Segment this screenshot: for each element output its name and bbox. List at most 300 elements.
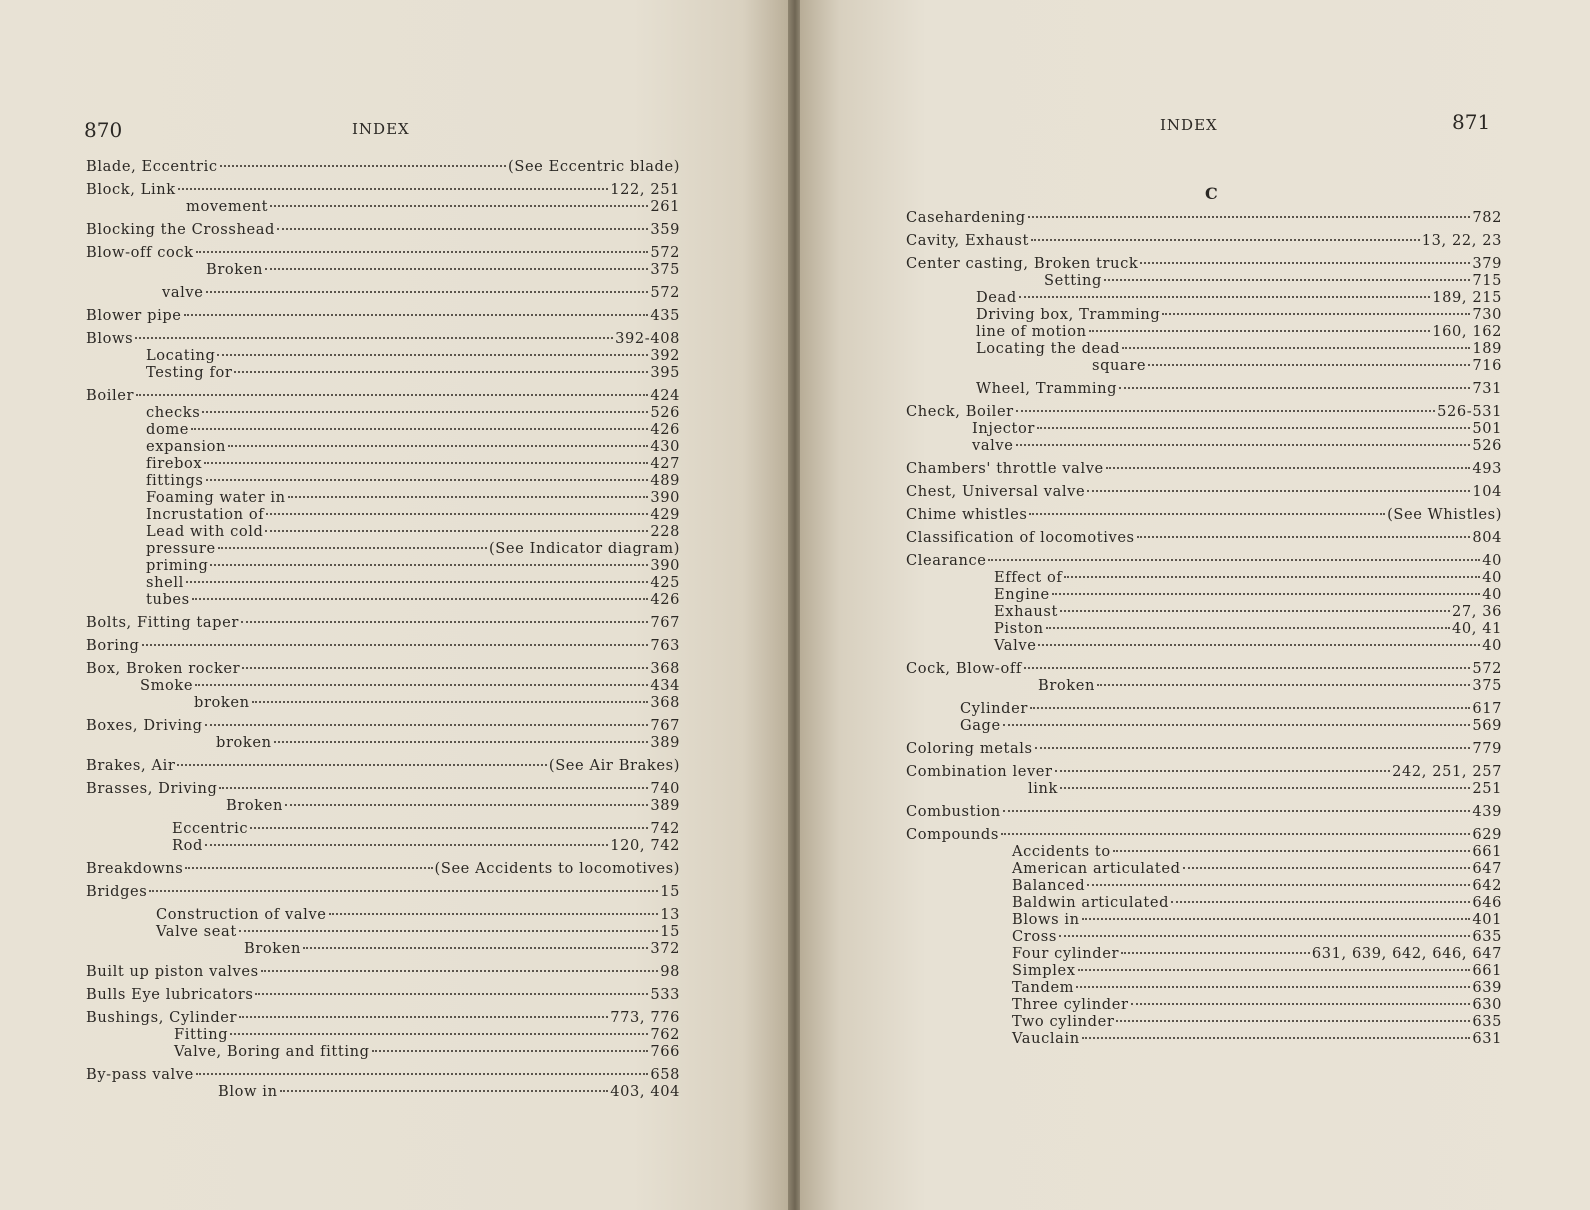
- dot-leader: [135, 337, 613, 339]
- dot-leader: [270, 205, 648, 207]
- index-entry: [86, 365, 680, 382]
- index-entry: [86, 199, 680, 216]
- dot-leader: [288, 496, 649, 498]
- index-entry: [86, 758, 680, 775]
- index-entry: [906, 621, 1502, 638]
- entry-term: valve: [162, 284, 204, 301]
- entry-page-ref: (See Eccentric blade): [508, 158, 680, 175]
- entry-page-ref: (See Whistles): [1387, 506, 1502, 523]
- entry-term: Setting: [1044, 272, 1102, 289]
- dot-leader: [1121, 952, 1310, 954]
- index-entry: [86, 262, 680, 279]
- running-header: INDEX: [1160, 116, 1218, 134]
- dot-leader: [1046, 627, 1450, 629]
- entry-page-ref: 401: [1472, 911, 1502, 928]
- entry-page-ref: 572: [650, 244, 680, 261]
- entry-term: Dead: [976, 289, 1017, 306]
- index-entry: [86, 678, 680, 695]
- entry-page-ref: 742: [650, 820, 680, 837]
- entry-term: Bolts, Fitting taper: [86, 614, 239, 631]
- dot-leader: [1122, 347, 1470, 349]
- entry-term: Casehardening: [906, 209, 1026, 226]
- dot-leader: [206, 291, 649, 293]
- entry-term: Rod: [172, 837, 203, 854]
- dot-leader: [196, 1073, 648, 1075]
- entry-term: Incrustation of: [146, 506, 265, 523]
- entry-page-ref: 526-531: [1437, 403, 1502, 420]
- page-number: 871: [1452, 110, 1491, 134]
- index-entry: [906, 963, 1502, 980]
- entry-page-ref: 715: [1472, 272, 1502, 289]
- entry-page-ref: 40: [1482, 586, 1502, 603]
- index-entry: [906, 827, 1502, 844]
- entry-term: Simplex: [1012, 962, 1076, 979]
- entry-page-ref: 429: [650, 506, 680, 523]
- entry-page-ref: 120, 742: [610, 837, 680, 854]
- entry-page-ref: 242, 251, 257: [1392, 763, 1502, 780]
- entry-term: dome: [146, 421, 190, 438]
- dot-leader: [1106, 467, 1471, 469]
- entry-page-ref: 629: [1472, 826, 1502, 843]
- entry-page-ref: 647: [1472, 860, 1502, 877]
- index-entry: [86, 439, 680, 456]
- entry-term: Blocking the Crosshead: [86, 221, 275, 238]
- dot-leader: [210, 564, 648, 566]
- dot-leader: [186, 581, 648, 583]
- dot-leader: [1003, 724, 1471, 726]
- entry-page-ref: 489: [650, 472, 680, 489]
- index-entry: [906, 358, 1502, 375]
- index-entry: [86, 1084, 680, 1101]
- index-entry: [86, 308, 680, 325]
- entry-page-ref: (See Indicator diagram): [489, 540, 680, 557]
- entry-term: Combination lever: [906, 763, 1053, 780]
- dot-leader: [1037, 427, 1470, 429]
- index-entry: [86, 285, 680, 302]
- index-entry: [906, 861, 1502, 878]
- index-entry: [86, 987, 680, 1004]
- index-entry: [906, 946, 1502, 963]
- dot-leader: [1171, 901, 1470, 903]
- entry-page-ref: 392: [650, 347, 680, 364]
- index-entry: [906, 324, 1502, 341]
- index-entry: [906, 661, 1502, 678]
- entry-page-ref: 631, 639, 642, 646, 647: [1311, 945, 1502, 962]
- index-entry: [906, 741, 1502, 758]
- index-entry: [906, 530, 1502, 547]
- index-entry: [86, 182, 680, 199]
- entry-term: Driving box, Tramming: [976, 306, 1161, 323]
- dot-leader: [192, 598, 649, 600]
- entry-page-ref: 646: [1472, 894, 1502, 911]
- entry-term: Blower pipe: [86, 307, 182, 324]
- entry-term: Coloring metals: [906, 740, 1033, 757]
- entry-term: pressure: [146, 540, 216, 557]
- entry-page-ref: 122, 251: [610, 181, 680, 198]
- index-entry: [906, 307, 1502, 324]
- index-entry: [906, 718, 1502, 735]
- entry-term: Check, Boiler: [906, 403, 1014, 420]
- entry-term: Combustion: [906, 803, 1001, 820]
- entry-term: Boring: [86, 637, 140, 654]
- dot-leader: [1052, 593, 1481, 595]
- entry-term: Balanced: [1012, 877, 1086, 894]
- entry-page-ref: 630: [1472, 996, 1502, 1013]
- entry-term: Fitting: [174, 1026, 229, 1043]
- dot-leader: [1148, 364, 1470, 366]
- entry-term: Box, Broken rocker: [86, 660, 241, 677]
- entry-term: shell: [146, 574, 184, 591]
- entry-term: Compounds: [906, 826, 999, 843]
- dot-leader: [239, 1016, 608, 1018]
- entry-term: line of motion: [976, 323, 1087, 340]
- dot-leader: [1082, 1037, 1471, 1039]
- index-entry: [906, 233, 1502, 250]
- entry-page-ref: 390: [650, 489, 680, 506]
- dot-leader: [250, 827, 648, 829]
- entry-term: Cylinder: [960, 700, 1028, 717]
- dot-leader: [261, 970, 659, 972]
- dot-leader: [1097, 684, 1470, 686]
- index-entry: [906, 570, 1502, 587]
- dot-leader: [142, 644, 649, 646]
- entry-term: Valve seat: [156, 923, 237, 940]
- entry-term: Three cylinder: [1012, 996, 1129, 1013]
- dot-leader: [1131, 1003, 1471, 1005]
- dot-leader: [1119, 387, 1470, 389]
- entry-page-ref: 526: [1472, 437, 1502, 454]
- index-entry: [86, 798, 680, 815]
- entry-term: broken: [194, 694, 250, 711]
- entry-term: Baldwin articulated: [1012, 894, 1170, 911]
- entry-term: Exhaust: [994, 603, 1058, 620]
- entry-page-ref: 642: [1472, 877, 1502, 894]
- index-entry: [86, 388, 680, 405]
- index-entry: [906, 804, 1502, 821]
- entry-term: Eccentric: [172, 820, 249, 837]
- index-entry: [86, 473, 680, 490]
- entry-page-ref: 390: [650, 557, 680, 574]
- entry-page-ref: 635: [1472, 1013, 1502, 1030]
- dot-leader: [1019, 296, 1430, 298]
- entry-page-ref: 731: [1472, 380, 1502, 397]
- entry-page-ref: 359: [650, 221, 680, 238]
- index-entry: [906, 997, 1502, 1014]
- entry-page-ref: 392-408: [615, 330, 680, 347]
- dot-leader: [177, 764, 546, 766]
- entry-term: Broken: [206, 261, 263, 278]
- entry-page-ref: 40, 41: [1451, 620, 1502, 637]
- index-entry: [86, 422, 680, 439]
- entry-term: Blade, Eccentric: [86, 158, 218, 175]
- index-entry: [86, 592, 680, 609]
- entry-term: Broken: [1038, 677, 1095, 694]
- entry-page-ref: 773, 776: [610, 1009, 680, 1026]
- entry-page-ref: 658: [650, 1066, 680, 1083]
- index-entry: [86, 490, 680, 507]
- dot-leader: [303, 947, 648, 949]
- dot-leader: [1024, 667, 1471, 669]
- dot-leader: [1116, 1020, 1470, 1022]
- index-entry: [86, 695, 680, 712]
- index-entry: [86, 884, 680, 901]
- entry-term: Wheel, Tramming: [976, 380, 1118, 397]
- index-entry: [86, 615, 680, 632]
- dot-leader: [1082, 918, 1471, 920]
- dot-leader: [205, 724, 649, 726]
- entry-term: tubes: [146, 591, 190, 608]
- page-number: 870: [84, 118, 123, 142]
- entry-page-ref: (See Accidents to locomotives): [434, 860, 680, 877]
- dot-leader: [1028, 216, 1471, 218]
- entry-term: Blows in: [1012, 911, 1080, 928]
- entry-page-ref: 763: [650, 637, 680, 654]
- index-entry: [86, 541, 680, 558]
- entry-page-ref: 435: [650, 307, 680, 324]
- entry-page-ref: 403, 404: [610, 1083, 680, 1100]
- entry-term: Valve: [994, 637, 1037, 654]
- index-entry: [906, 781, 1502, 798]
- index-entry: [86, 838, 680, 855]
- index-entry: [906, 461, 1502, 478]
- dot-leader: [274, 741, 649, 743]
- dot-leader: [228, 445, 648, 447]
- entry-term: checks: [146, 404, 201, 421]
- entry-page-ref: 13, 22, 23: [1421, 232, 1502, 249]
- dot-leader: [205, 844, 608, 846]
- index-entry: [86, 456, 680, 473]
- entry-term: valve: [972, 437, 1014, 454]
- dot-leader: [1003, 810, 1471, 812]
- entry-page-ref: 493: [1472, 460, 1502, 477]
- index-entry: [86, 524, 680, 541]
- entry-term: Chime whistles: [906, 506, 1028, 523]
- index-entry: [86, 821, 680, 838]
- dot-leader: [1030, 707, 1470, 709]
- entry-page-ref: 228: [650, 523, 680, 540]
- index-entry: [86, 907, 680, 924]
- entry-page-ref: 98: [660, 963, 680, 980]
- entry-page-ref: 189: [1472, 340, 1502, 357]
- index-entry: [906, 1031, 1502, 1048]
- entry-page-ref: 533: [650, 986, 680, 1003]
- dot-leader: [277, 228, 648, 230]
- dot-leader: [1104, 279, 1470, 281]
- index-entry: [906, 484, 1502, 501]
- entry-page-ref: 368: [650, 660, 680, 677]
- index-entry: [86, 575, 680, 592]
- entry-term: Block, Link: [86, 181, 176, 198]
- entry-term: Locating: [146, 347, 216, 364]
- index-entry: [906, 273, 1502, 290]
- entry-term: By-pass valve: [86, 1066, 194, 1083]
- entry-page-ref: 261: [650, 198, 680, 215]
- dot-leader: [265, 268, 648, 270]
- index-entry: [906, 507, 1502, 524]
- dot-leader: [1038, 644, 1480, 646]
- index-entry: [86, 638, 680, 655]
- dot-leader: [266, 513, 648, 515]
- index-entry: [906, 553, 1502, 570]
- entry-term: Tandem: [1012, 979, 1075, 996]
- index-list: [906, 210, 1502, 1048]
- entry-page-ref: 740: [650, 780, 680, 797]
- dot-leader: [1059, 935, 1470, 937]
- entry-term: Valve, Boring and fitting: [174, 1043, 370, 1060]
- index-entry: [906, 341, 1502, 358]
- entry-term: Injector: [972, 420, 1035, 437]
- left-page: [0, 0, 790, 1210]
- entry-page-ref: 27, 36: [1451, 603, 1502, 620]
- entry-term: square: [1092, 357, 1147, 374]
- entry-page-ref: 395: [650, 364, 680, 381]
- entry-term: Broken: [226, 797, 283, 814]
- entry-term: Two cylinder: [1012, 1013, 1115, 1030]
- index-entry: [86, 781, 680, 798]
- dot-leader: [206, 479, 649, 481]
- entry-term: Clearance: [906, 552, 987, 569]
- index-entry: [906, 980, 1502, 997]
- dot-leader: [191, 428, 648, 430]
- entry-term: Cross: [1012, 928, 1057, 945]
- dot-leader: [241, 621, 648, 623]
- index-entry: [906, 1014, 1502, 1031]
- section-letter: C: [1205, 184, 1218, 203]
- dot-leader: [239, 930, 658, 932]
- dot-leader: [1064, 576, 1480, 578]
- dot-leader: [1016, 444, 1471, 446]
- entry-page-ref: 501: [1472, 420, 1502, 437]
- dot-leader: [136, 394, 648, 396]
- dot-leader: [202, 411, 648, 413]
- index-entry: [86, 1027, 680, 1044]
- entry-page-ref: 804: [1472, 529, 1502, 546]
- entry-term: Bulls Eye lubricators: [86, 986, 254, 1003]
- entry-page-ref: 569: [1472, 717, 1502, 734]
- entry-page-ref: 631: [1472, 1030, 1502, 1047]
- dot-leader: [1060, 787, 1470, 789]
- dot-leader: [1016, 410, 1435, 412]
- entry-term: Broken: [244, 940, 301, 957]
- index-entry: [86, 558, 680, 575]
- index-entry: [906, 421, 1502, 438]
- dot-leader: [329, 913, 659, 915]
- index-entry: [86, 1044, 680, 1061]
- entry-page-ref: 639: [1472, 979, 1502, 996]
- entry-term: Boiler: [86, 387, 135, 404]
- entry-term: Piston: [994, 620, 1044, 637]
- index-entry: [906, 895, 1502, 912]
- dot-leader: [255, 993, 648, 995]
- dot-leader: [1029, 513, 1385, 515]
- entry-term: Vauclain: [1012, 1030, 1080, 1047]
- entry-page-ref: 189, 215: [1432, 289, 1502, 306]
- entry-term: broken: [216, 734, 272, 751]
- dot-leader: [1087, 490, 1470, 492]
- dot-leader: [196, 251, 649, 253]
- index-entry: [86, 861, 680, 878]
- entry-term: Blows: [86, 330, 134, 347]
- index-entry: [906, 912, 1502, 929]
- dot-leader: [1078, 969, 1471, 971]
- index-entry: [86, 718, 680, 735]
- entry-term: Classification of locomotives: [906, 529, 1135, 546]
- entry-page-ref: 767: [650, 614, 680, 631]
- index-list: [86, 159, 680, 1101]
- dot-leader: [218, 547, 487, 549]
- index-entry: [86, 941, 680, 958]
- index-entry: [86, 222, 680, 239]
- index-entry: [906, 878, 1502, 895]
- entry-page-ref: 716: [1472, 357, 1502, 374]
- entry-page-ref: 762: [650, 1026, 680, 1043]
- entry-term: Gage: [960, 717, 1001, 734]
- dot-leader: [219, 787, 648, 789]
- entry-page-ref: 426: [650, 591, 680, 608]
- entry-term: Construction of valve: [156, 906, 327, 923]
- entry-term: Cavity, Exhaust: [906, 232, 1029, 249]
- entry-page-ref: 434: [650, 677, 680, 694]
- index-entry: [86, 1067, 680, 1084]
- index-entry: [86, 159, 680, 176]
- dot-leader: [195, 684, 648, 686]
- entry-term: fittings: [146, 472, 204, 489]
- index-entry: [86, 1010, 680, 1027]
- entry-page-ref: (See Air Brakes): [548, 757, 680, 774]
- entry-term: Built up piston valves: [86, 963, 259, 980]
- entry-page-ref: 526: [650, 404, 680, 421]
- entry-term: Chambers' throttle valve: [906, 460, 1104, 477]
- index-entry: [906, 678, 1502, 695]
- entry-page-ref: 779: [1472, 740, 1502, 757]
- entry-page-ref: 427: [650, 455, 680, 472]
- index-entry: [906, 929, 1502, 946]
- dot-leader: [185, 867, 432, 869]
- index-entry: [86, 245, 680, 262]
- dot-leader: [372, 1050, 649, 1052]
- entry-term: movement: [186, 198, 269, 215]
- entry-page-ref: 368: [650, 694, 680, 711]
- dot-leader: [1055, 770, 1390, 772]
- dot-leader: [234, 371, 648, 373]
- entry-term: Smoke: [140, 677, 194, 694]
- index-entry: [86, 348, 680, 365]
- dot-leader: [220, 165, 506, 167]
- dot-leader: [1076, 986, 1470, 988]
- index-entry: [86, 661, 680, 678]
- index-entry: [906, 438, 1502, 455]
- index-entry: [906, 587, 1502, 604]
- dot-leader: [988, 559, 1480, 561]
- entry-term: Accidents to: [1012, 843, 1111, 860]
- entry-term: Brakes, Air: [86, 757, 176, 774]
- entry-page-ref: 661: [1472, 962, 1502, 979]
- entry-term: Bridges: [86, 883, 148, 900]
- dot-leader: [1113, 850, 1471, 852]
- entry-page-ref: 766: [650, 1043, 680, 1060]
- entry-page-ref: 389: [650, 734, 680, 751]
- entry-page-ref: 730: [1472, 306, 1502, 323]
- dot-leader: [184, 314, 649, 316]
- index-entry: [906, 604, 1502, 621]
- entry-term: Blow-off cock: [86, 244, 194, 261]
- dot-leader: [1137, 536, 1471, 538]
- entry-term: American articulated: [1012, 860, 1181, 877]
- dot-leader: [1089, 330, 1431, 332]
- dot-leader: [285, 804, 648, 806]
- entry-term: Four cylinder: [1012, 945, 1120, 962]
- index-entry: [906, 638, 1502, 655]
